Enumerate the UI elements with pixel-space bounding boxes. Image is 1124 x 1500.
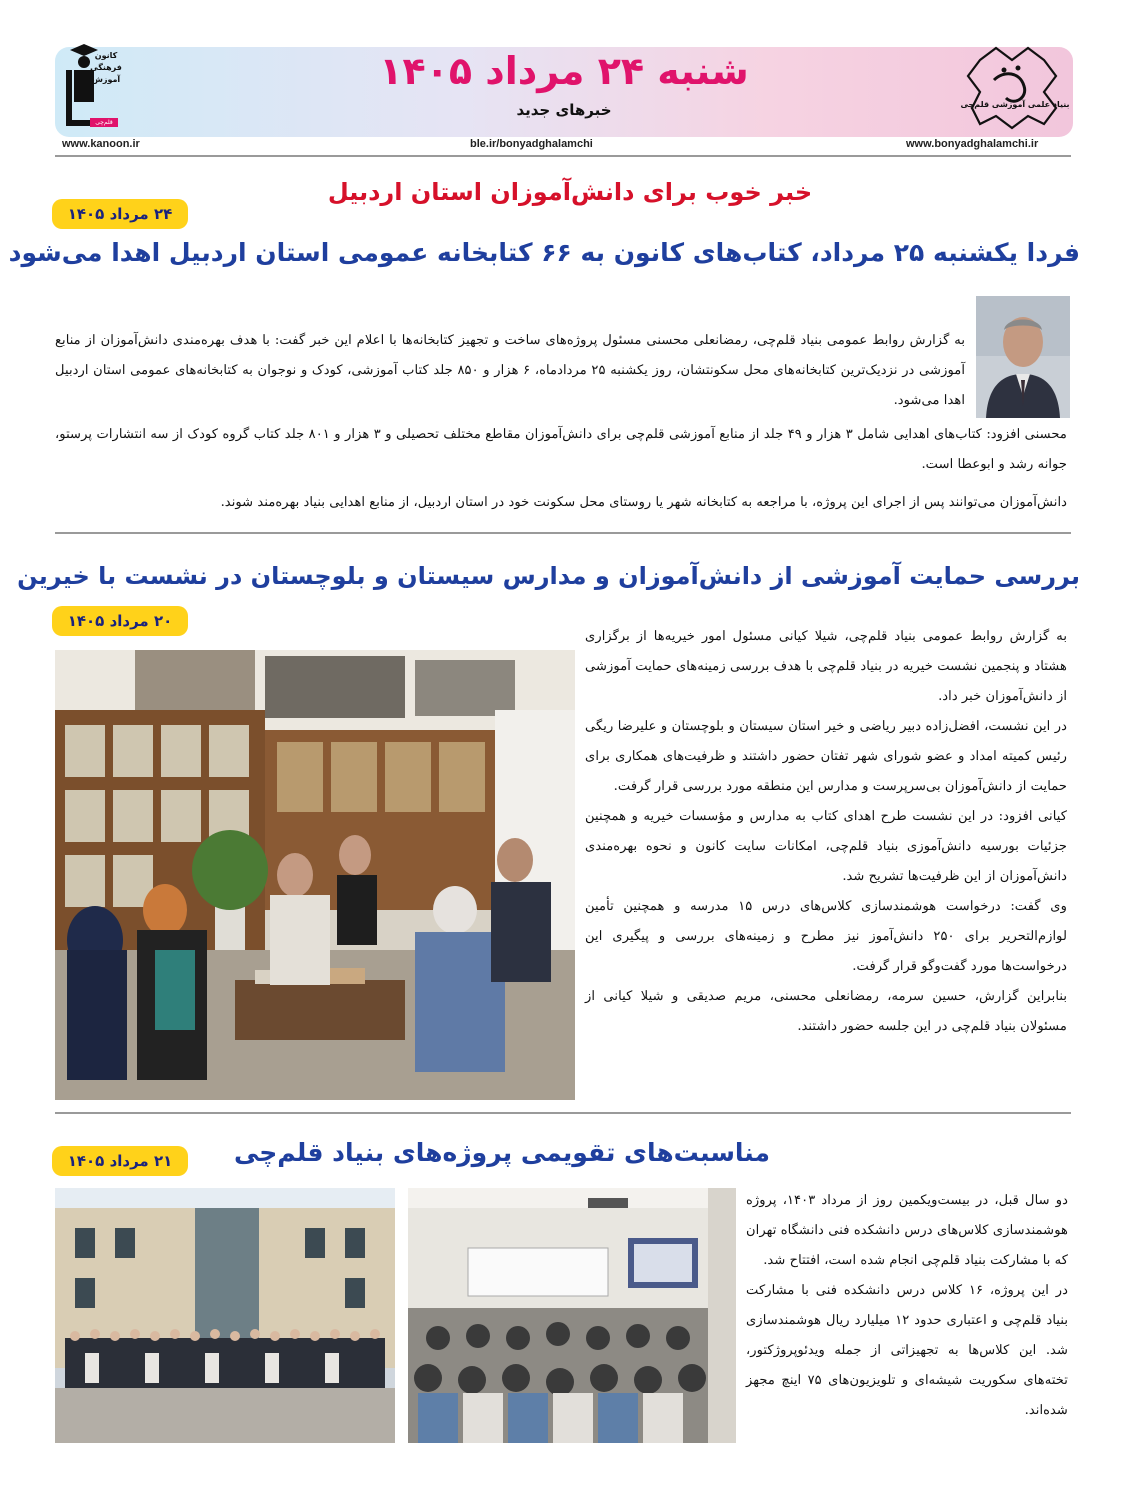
news2-divider — [55, 1112, 1071, 1114]
kanoon-logo — [60, 40, 122, 130]
news1-text-1: به گزارش روابط عمومی بنیاد قلم‌چی، رمضانعلی محسنی مسئول پروژه‌های ساخت و تجهیز کتابخانه‌ها با اعلام این خبر گفت: با هدف بهره‌مندی دانش‌آموزان از منابع آموزشی در نزدیک‌ترین کتابخانه‌های محل سکونتشان، روز یکشنبه ۲۵ مردادماه، ۶ هزار و ۸۵۰ جلد کتاب آموزشی، کودک و نوجوان به کتابخانه‌های عمومی استان اردبیل اهدا می‌شود. — [55, 333, 965, 408]
kanoon-url-link[interactable]: www.kanoon.ir — [62, 138, 140, 150]
news2-text-1: به گزارش روابط عمومی بنیاد قلم‌چی، شیلا کیانی مسئول امور خیریه‌ها از برگزاری هشتاد و پنجمین نشست خیریه در بنیاد قلم‌چی با هدف بررسی زمینه‌های حمایت آموزشی از دانش‌آموزان خبر داد. — [585, 629, 1067, 704]
header-divider — [55, 155, 1071, 157]
news3-classroom-photo — [408, 1188, 736, 1443]
news2-text-2: در این نشست، افضل‌زاده دبیر ریاضی و خیر استان سیستان و بلوچستان و علیرضا ریگی رئیس کمیته امداد و عضو شورای شهر تفتان حضور داشتند و ظرفیت‌های همکاری برای حمایت از دانش‌آموزان بی‌سرپرست و مدارس این منطقه مورد بررسی قرار گرفت. — [585, 719, 1067, 794]
page-header — [55, 47, 1073, 137]
news1-headline: فردا یکشنبه ۲۵ مرداد، کتاب‌های کانون به ۶۶ کتابخانه عمومی استان اردبیل اهدا می‌شود — [8, 238, 1080, 267]
news3-text-1: دو سال قبل، در بیست‌ویکمین روز از مرداد ۱۴۰۳، پروژه هوشمندسازی کلاس‌های درس دانشکده فنی دانشگاه تهران که با مشارکت بنیاد قلم‌چی انجام شده است، افتتاح شد. — [746, 1193, 1068, 1268]
news3-body — [746, 1186, 1068, 1426]
news1-paragraph-3 — [55, 488, 1067, 518]
news2-text-3: کیانی افزود: در این نشست طرح اهدای کتاب به مدارس و مؤسسات خیریه و همچنین جزئیات بورسیه دانش‌آموزی بنیاد قلم‌چی، امکانات سایت کانون و نحوه بهره‌مندی دانش‌آموزان از این ظرفیت‌ها تشریح شد. — [585, 809, 1067, 884]
news2-date-badge: ۲۰ مرداد ۱۴۰۵ — [52, 606, 188, 636]
news1-text-2: محسنی افزود: کتاب‌های اهدایی شامل ۳ هزار و ۴۹ جلد از منابع آموزشی قلم‌چی برای دانش‌آموزان مقاطع مختلف تحصیلی و ۳ هزار و ۸۰۱ جلد کتاب گروه کودک از سه انتشارات پرستو، جوانه رشد و ابوعطا است. — [55, 427, 1067, 472]
news2-headline: بررسی حمایت آموزشی از دانش‌آموزان و مدارس سیستان و بلوچستان در نشست با خیرین — [17, 562, 1080, 590]
kanoon-logo-line3: آموزش — [91, 75, 121, 84]
news2-text-5: بنابراین گزارش، حسین سرمه، رمضانعلی محسنی، مریم صدیقی و شیلا کیانی از مسئولان بنیاد قلم‌چی در این جلسه حضور داشتند. — [585, 989, 1067, 1034]
news3-text-2: در این پروژه، ۱۶ کلاس درس دانشکده فنی با مشارکت بنیاد قلم‌چی و اعتباری حدود ۱۲ میلیارد ریال هوشمندسازی شد. این کلاس‌ها به تجهیزاتی از جمله ویدئوپروژکتور، تخته‌های سکوریت شیشه‌ای و تلویزیون‌های ۷۵ اینچ مجهز شده‌اند. — [746, 1283, 1069, 1418]
news3-group-photo — [55, 1188, 395, 1443]
news2-text-4: وی گفت: درخواست هوشمندسازی کلاس‌های درس ۱۵ مدرسه و همچنین تأمین لوازم‌التحریر برای ۲۵۰ دانش‌آموز نیز مطرح و زمینه‌های بررسی و پیگیری این درخواست‌ها مورد گفت‌وگو قرار گرفت. — [585, 899, 1067, 974]
news1-date-badge: ۲۴ مرداد ۱۴۰۵ — [52, 199, 188, 229]
news1-divider — [55, 532, 1071, 534]
news1-paragraph-1 — [55, 326, 965, 416]
bale-url-link[interactable]: ble.ir/bonyadghalamchi — [470, 138, 593, 150]
news3-headline: مناسبت‌های تقویمی پروژه‌های بنیاد قلم‌چی — [233, 1138, 770, 1167]
news3-date-badge: ۲۱ مرداد ۱۴۰۵ — [52, 1146, 188, 1176]
news1-paragraph-2 — [55, 420, 1067, 480]
news1-text-3: دانش‌آموزان می‌توانند پس از اجرای این پروژه، با مراجعه به کتابخانه شهر یا روستای محل سکونت خود در استان اردبیل، از منابع اهدایی بنیاد بهره‌مند شوند. — [220, 495, 1067, 510]
page-date-title: شنبه ۲۴ مرداد ۱۴۰۵ — [379, 49, 749, 93]
kanoon-logo-line2: فرهنگی — [90, 63, 122, 72]
news1-kicker: خبر خوب برای دانش‌آموزان استان اردبیل — [327, 178, 813, 206]
kanoon-logo-line4: قلم‌چی — [95, 119, 113, 126]
kanoon-logo-line1: کانون — [94, 51, 118, 60]
bonyad-logo — [960, 40, 1070, 136]
bonyad-logo-text: بنیاد علمی آموزشی قلم‌چی — [960, 100, 1070, 109]
news2-body — [585, 622, 1067, 1042]
page-subtitle: خبرهای جدید — [516, 101, 612, 119]
news1-portrait-photo — [976, 296, 1070, 418]
bonyad-url-link[interactable]: www.bonyadghalamchi.ir — [906, 138, 1039, 150]
news2-meeting-photo — [55, 650, 575, 1100]
